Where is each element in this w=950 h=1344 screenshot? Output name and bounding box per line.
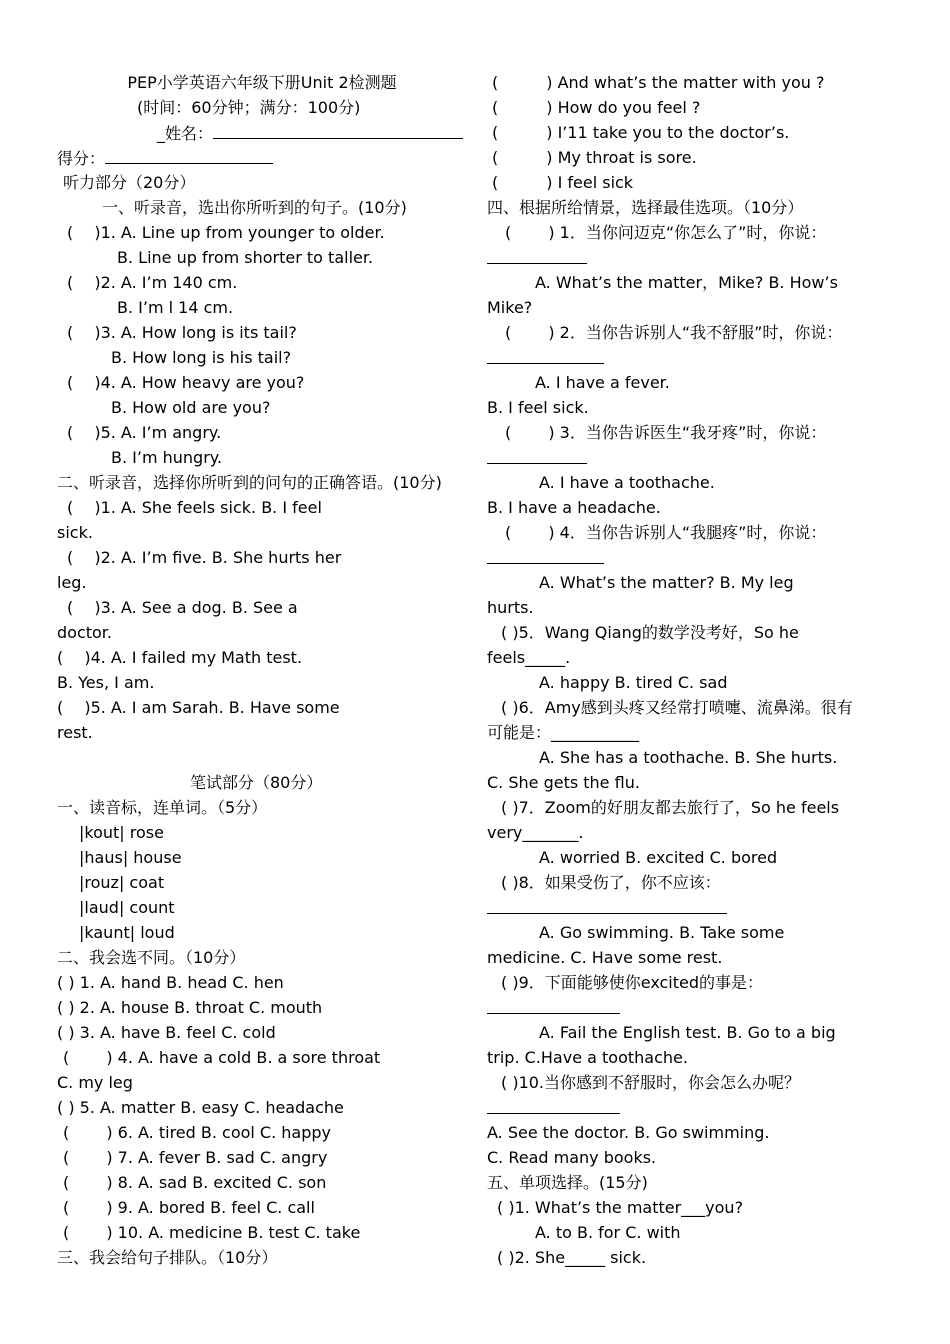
left-line (57, 520, 467, 545)
right-line (487, 770, 887, 795)
left-line (57, 345, 467, 370)
line-text: C. Read many books. (487, 1148, 657, 1167)
right-line (487, 395, 887, 420)
right-line (487, 1170, 887, 1195)
right-line (487, 70, 887, 95)
answer-blank[interactable] (487, 995, 620, 1014)
line-text: |kout| rose (79, 823, 164, 842)
line-text: ( ) 1．当你问迈克“你怎么了”时，你说： (505, 223, 827, 242)
line-text: 二、听录音，选择你所听到的问句的正确答语。(10分) (57, 473, 442, 492)
right-line (487, 1220, 887, 1245)
line-text: ( )5. A. I’m angry. (67, 423, 222, 442)
left-line (57, 745, 467, 770)
left-line (57, 820, 467, 845)
right-line (487, 570, 887, 595)
line-text: A. What’s the matter，Mike? B. How’s (535, 273, 838, 292)
left-line (57, 895, 467, 920)
line-text: ( ) 2．当你告诉别人“我不舒服”时，你说： (505, 323, 843, 342)
left-line (57, 595, 467, 620)
line-text: ( )3. A. See a dog. B. See a (67, 598, 298, 617)
line-text: B. Line up from shorter to taller. (117, 248, 374, 267)
right-line (487, 945, 887, 970)
line-text: very_______. (487, 823, 584, 842)
line-text: |rouz| coat (79, 873, 165, 892)
line-text: ( )1. What’s the matter___you? (497, 1198, 744, 1217)
answer-blank[interactable] (487, 245, 587, 264)
answer-blank[interactable] (105, 145, 273, 164)
line-text: sick. (57, 523, 93, 542)
left-line (57, 795, 467, 820)
right-line (487, 1195, 887, 1220)
left-line (57, 445, 467, 470)
left-line (57, 1020, 467, 1045)
right-line (487, 145, 887, 170)
left-line (57, 870, 467, 895)
left-line (57, 1045, 467, 1070)
left-line (57, 995, 467, 1020)
line-text: ( )5．Wang Qiang的数学没考好，So he (501, 623, 799, 642)
line-text: trip. C.Have a toothache. (487, 1048, 688, 1067)
right-line (487, 845, 887, 870)
line-text: ( ) 8. A. sad B. excited C. son (63, 1173, 327, 1192)
left-line (57, 645, 467, 670)
right-line (487, 670, 887, 695)
line-text: ( )1. A. She feels sick. B. I feel (67, 498, 322, 517)
line-text: |kaunt| loud (79, 923, 175, 942)
left-line (57, 695, 467, 720)
line-text: ( ) 9. A. bored B. feel C. call (63, 1198, 315, 1217)
line-text: B. I’m l 14 cm. (117, 298, 234, 317)
left-line (57, 270, 467, 295)
line-text: A. Fail the English test. B. Go to a big (539, 1023, 836, 1042)
left-line (57, 720, 467, 745)
line-text: ( ) I feel sick (492, 173, 634, 192)
right-line (487, 970, 887, 995)
right-line (487, 545, 887, 570)
line-text: A. What’s the matter? B. My leg (539, 573, 794, 592)
left-line (57, 1070, 467, 1095)
left-line (57, 1195, 467, 1220)
line-text: A. See the doctor. B. Go swimming. (487, 1123, 770, 1142)
left-line (57, 620, 467, 645)
line-text: C. my leg (57, 1073, 133, 1092)
left-line (57, 170, 467, 195)
right-line (487, 95, 887, 120)
right-line (487, 920, 887, 945)
right-line (487, 220, 887, 245)
line-text: ( )9．下面能够使你excited的事是： (501, 973, 764, 992)
line-text: B. How long is his tail? (111, 348, 292, 367)
right-line (487, 745, 887, 770)
line-text: ( )6．Amy感到头疼又经常打喷嚏、流鼻涕。很有 (501, 698, 853, 717)
line-text: ( ) 3. A. have B. feel C. cold (57, 1023, 276, 1042)
line-text: (时间：60分钟；满分：100分) (137, 98, 361, 117)
right-line (487, 495, 887, 520)
right-line (487, 870, 887, 895)
line-text: A. I have a fever. (535, 373, 670, 392)
right-line (487, 1045, 887, 1070)
line-text: B. I’m hungry. (111, 448, 223, 467)
line-text: ( ) 3．当你告诉医生“我牙疼”时，你说： (505, 423, 827, 442)
right-line (487, 1070, 887, 1095)
line-text: 一、听录音，选出你所听到的句子。(10分) (102, 198, 407, 217)
left-line (57, 1095, 467, 1120)
line-text: 得分： (57, 149, 106, 168)
left-line (57, 220, 467, 245)
left-line (57, 845, 467, 870)
right-line (487, 720, 887, 745)
left-line (57, 395, 467, 420)
line-text: medicine. C. Have some rest. (487, 948, 723, 967)
left-column (57, 70, 467, 1270)
left-line (57, 1245, 467, 1270)
line-text: A. to B. for C. with (535, 1223, 681, 1242)
line-text: feels_____. (487, 648, 571, 667)
left-line (57, 1120, 467, 1145)
line-text: ( ) 6. A. tired B. cool C. happy (63, 1123, 332, 1142)
line-text: ( ) 4．当你告诉别人“我腿疼”时，你说： (505, 523, 827, 542)
left-line (57, 70, 467, 95)
right-line (487, 245, 887, 270)
line-text: ( )8．如果受伤了，你不应该： (501, 873, 721, 892)
answer-blank[interactable] (487, 1095, 620, 1114)
right-line (487, 295, 887, 320)
right-line (487, 470, 887, 495)
answer-blank[interactable] (487, 895, 727, 914)
line-text: _姓名： (157, 124, 214, 143)
right-line (487, 1145, 887, 1170)
line-text: ( )2. She_____ sick. (497, 1248, 647, 1267)
line-text: ( )7．Zoom的好朋友都去旅行了，So he feels (501, 798, 840, 817)
line-text: A. Go swimming. B. Take some (539, 923, 785, 942)
left-line (57, 945, 467, 970)
right-line (487, 645, 887, 670)
right-line (487, 795, 887, 820)
line-text: A. worried B. excited C. bored (539, 848, 778, 867)
right-line (487, 270, 887, 295)
left-line (57, 120, 467, 145)
line-text: 四、根据所给情景，选择最佳选项。（10分） (487, 198, 804, 217)
line-text: 一、读音标，连单词。（5分） (57, 798, 268, 817)
answer-blank[interactable] (487, 445, 587, 464)
answer-blank[interactable] (213, 120, 463, 139)
line-text: 三、我会给句子排队。（10分） (57, 1248, 278, 1267)
line-text: hurts. (487, 598, 534, 617)
line-text: B. Yes, I am. (57, 673, 155, 692)
right-line (487, 120, 887, 145)
right-line (487, 995, 887, 1020)
line-text: 听力部分（20分） (63, 173, 196, 192)
line-text: 笔试部分（80分） (190, 773, 323, 792)
line-text: doctor. (57, 623, 112, 642)
right-line (487, 445, 887, 470)
line-text: ( )3. A. How long is its tail? (67, 323, 297, 342)
left-line (57, 545, 467, 570)
line-text: ( )2. A. I’m 140 cm. (67, 273, 238, 292)
answer-blank[interactable] (487, 545, 604, 564)
line-text: 可能是：___________ (487, 723, 640, 742)
right-line (487, 595, 887, 620)
line-text: B. How old are you? (111, 398, 271, 417)
line-text: ( )4. A. I failed my Math test. (57, 648, 303, 667)
right-line (487, 895, 887, 920)
right-line (487, 345, 887, 370)
left-line (57, 920, 467, 945)
right-line (487, 420, 887, 445)
left-line (57, 370, 467, 395)
line-text: PEP小学英语六年级下册Unit 2检测题 (127, 73, 397, 92)
line-text: Mike? (487, 298, 533, 317)
line-text: A. She has a toothache. B. She hurts. (539, 748, 838, 767)
left-line (57, 570, 467, 595)
line-text: ( ) My throat is sore. (492, 148, 697, 167)
line-text: C. She gets the flu. (487, 773, 640, 792)
line-text: ( ) 4. A. have a cold B. a sore throat (63, 1048, 381, 1067)
line-text: ( ) 7. A. fever B. sad C. angry (63, 1148, 328, 1167)
line-text: rest. (57, 723, 93, 742)
left-line (57, 770, 467, 795)
line-text: leg. (57, 573, 87, 592)
line-text: ( )1. A. Line up from younger to older. (67, 223, 385, 242)
left-line (57, 1170, 467, 1195)
left-line (57, 320, 467, 345)
right-line (487, 370, 887, 395)
left-line (57, 420, 467, 445)
line-text: B. I feel sick. (487, 398, 589, 417)
left-line (57, 195, 467, 220)
right-line (487, 1120, 887, 1145)
left-line (57, 470, 467, 495)
right-line (487, 320, 887, 345)
left-line (57, 670, 467, 695)
line-text: B. I have a headache. (487, 498, 661, 517)
left-line (57, 95, 467, 120)
right-line (487, 1095, 887, 1120)
line-text: ( )2. A. I’m five. B. She hurts her (67, 548, 342, 567)
line-text: ( ) 1. A. hand B. head C. hen (57, 973, 284, 992)
line-text: A. happy B. tired C. sad (539, 673, 728, 692)
left-line (57, 295, 467, 320)
right-line (487, 695, 887, 720)
right-line (487, 1245, 887, 1270)
left-line (57, 970, 467, 995)
line-text: ( ) How do you feel ? (492, 98, 701, 117)
line-text: ( ) And what’s the matter with you ? (492, 73, 825, 92)
right-line (487, 170, 887, 195)
line-text: 二、我会选不同。（10分） (57, 948, 246, 967)
left-line (57, 245, 467, 270)
line-text: |haus| house (79, 848, 182, 867)
line-text: ( ) 5. A. matter B. easy C. headache (57, 1098, 344, 1117)
line-text: |laud| count (79, 898, 175, 917)
left-line (57, 1220, 467, 1245)
answer-blank[interactable] (487, 345, 604, 364)
line-text: ( )4. A. How heavy are you? (67, 373, 305, 392)
line-text: ( )10.当你感到不舒服时，你会怎么办呢？ (501, 1073, 801, 1092)
line-text: ( ) I’11 take you to the doctor’s. (492, 123, 790, 142)
line-text: A. I have a toothache. (539, 473, 715, 492)
right-line (487, 195, 887, 220)
left-line (57, 145, 467, 170)
right-line (487, 820, 887, 845)
left-line (57, 1145, 467, 1170)
line-text: ( )5. A. I am Sarah. B. Have some (57, 698, 340, 717)
right-column (487, 70, 887, 1270)
line-text: ( ) 2. A. house B. throat C. mouth (57, 998, 323, 1017)
right-line (487, 1020, 887, 1045)
right-line (487, 520, 887, 545)
right-line (487, 620, 887, 645)
line-text: ( ) 10. A. medicine B. test C. take (63, 1223, 361, 1242)
left-line (57, 495, 467, 520)
line-text: 五、单项选择。(15分) (487, 1173, 648, 1192)
